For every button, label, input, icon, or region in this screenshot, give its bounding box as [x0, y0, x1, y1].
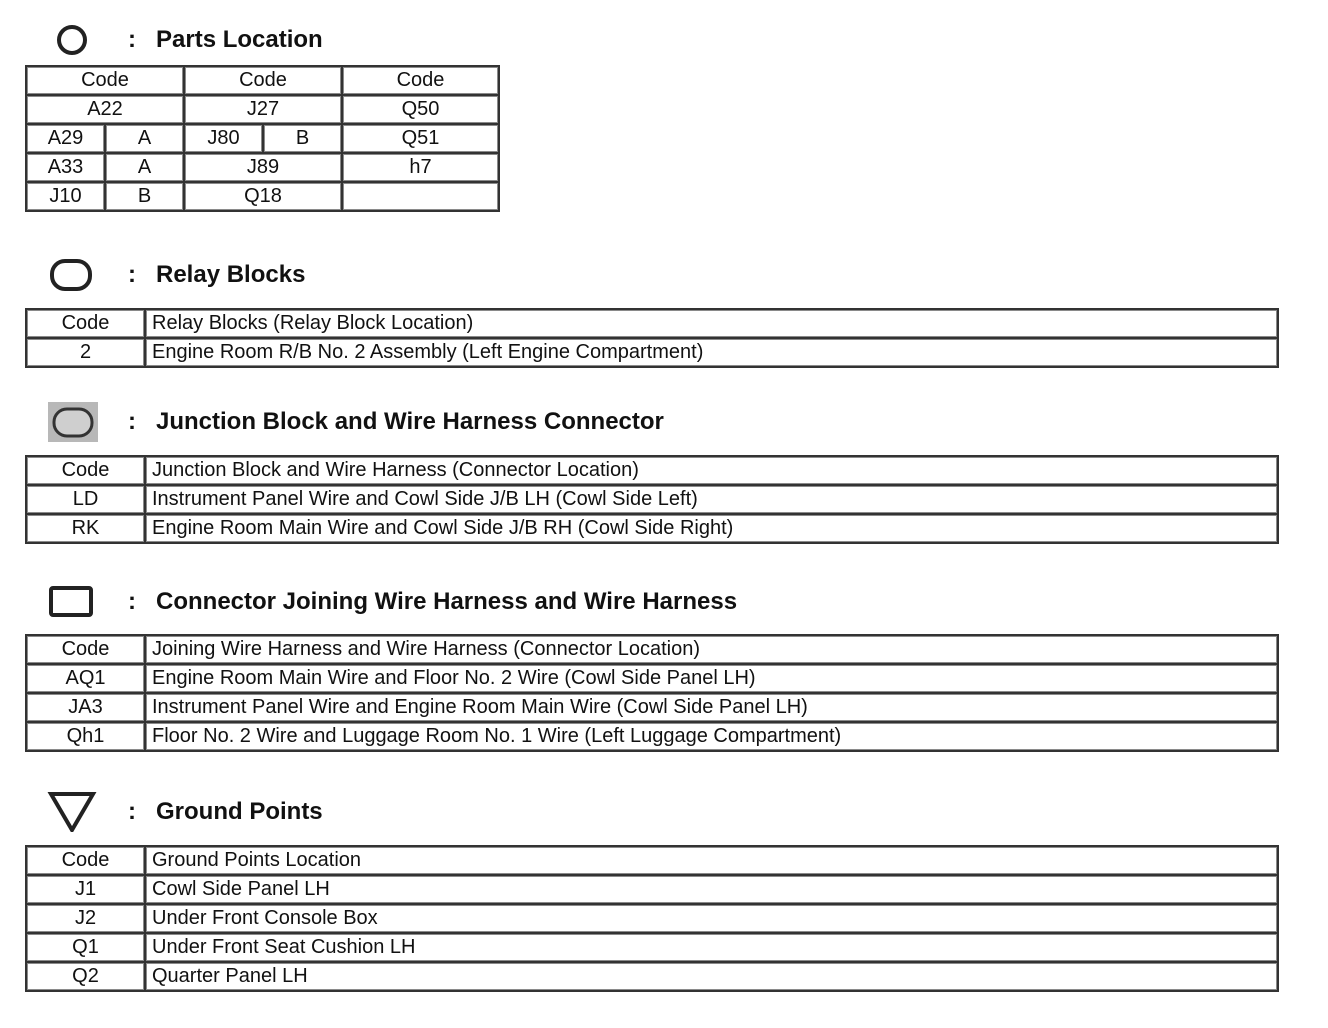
- column-header: Junction Block and Wire Harness (Connector Location): [145, 456, 1278, 485]
- table-cell: Cowl Side Panel LH: [145, 875, 1278, 904]
- table-row: [26, 962, 1278, 991]
- table-cell: Instrument Panel Wire and Cowl Side J/B LH (Cowl Side Left): [145, 485, 1278, 514]
- table-cell: Instrument Panel Wire and Engine Room Main Wire (Cowl Side Panel LH): [145, 693, 1278, 722]
- heading-colon: :: [128, 26, 136, 53]
- column-header: Code: [184, 66, 342, 95]
- ground-points-table: [25, 845, 1279, 992]
- table-cell: Qh1: [26, 722, 145, 751]
- triangle-down-icon: [44, 792, 100, 832]
- table-header-row: [26, 635, 1278, 664]
- section-title: Connector Joining Wire Harness and Wire Harness: [156, 588, 738, 615]
- table-cell: A: [105, 153, 184, 182]
- ground-points-heading: [44, 792, 944, 832]
- table-cell: J89: [184, 153, 342, 182]
- table-cell: JA3: [26, 693, 145, 722]
- table-row: [26, 124, 499, 153]
- section-title: Parts Location: [156, 26, 323, 53]
- table-cell: B: [105, 182, 184, 211]
- table-cell: Engine Room R/B No. 2 Assembly (Left Engine Compartment): [145, 338, 1278, 367]
- table-header-row: [26, 846, 1278, 875]
- table-cell: J80: [184, 124, 263, 153]
- column-header: Code: [342, 66, 499, 95]
- rectangle-icon: [44, 582, 100, 622]
- column-header: Joining Wire Harness and Wire Harness (Connector Location): [145, 635, 1278, 664]
- table-cell: J27: [184, 95, 342, 124]
- heading-colon: :: [128, 798, 136, 825]
- relay-blocks-heading: [44, 255, 944, 295]
- column-header: Code: [26, 309, 145, 338]
- table-cell: A: [105, 124, 184, 153]
- column-header: Ground Points Location: [145, 846, 1278, 875]
- table-cell: LD: [26, 485, 145, 514]
- table-cell: Floor No. 2 Wire and Luggage Room No. 1 Wire (Left Luggage Compartment): [145, 722, 1278, 751]
- table-cell: Q50: [342, 95, 499, 124]
- connector-joining-table: [25, 634, 1279, 752]
- table-row: [26, 485, 1278, 514]
- table-cell: Q1: [26, 933, 145, 962]
- table-cell: Quarter Panel LH: [145, 962, 1278, 991]
- junction-block-table: [25, 455, 1279, 544]
- table-cell: h7: [342, 153, 499, 182]
- table-cell: Under Front Seat Cushion LH: [145, 933, 1278, 962]
- relay-blocks-table: [25, 308, 1279, 368]
- table-cell: Under Front Console Box: [145, 904, 1278, 933]
- table-cell: AQ1: [26, 664, 145, 693]
- rounded-oval-icon: [44, 255, 100, 295]
- heading-colon: :: [128, 261, 136, 288]
- table-row: [26, 514, 1278, 543]
- heading-colon: :: [128, 408, 136, 435]
- table-row: [26, 933, 1278, 962]
- table-cell: J1: [26, 875, 145, 904]
- table-row: [26, 182, 499, 211]
- table-cell: A29: [26, 124, 105, 153]
- junction-block-heading: [44, 402, 944, 442]
- parts-location-table: [25, 65, 500, 212]
- table-cell: Engine Room Main Wire and Floor No. 2 Wire (Cowl Side Panel LH): [145, 664, 1278, 693]
- table-cell: Engine Room Main Wire and Cowl Side J/B RH (Cowl Side Right): [145, 514, 1278, 543]
- table-row: [26, 693, 1278, 722]
- connector-joining-heading: [44, 582, 944, 622]
- column-header: Code: [26, 456, 145, 485]
- table-header-row: [26, 66, 499, 95]
- table-cell: Q18: [184, 182, 342, 211]
- table-cell: B: [263, 124, 342, 153]
- table-cell: A33: [26, 153, 105, 182]
- table-cell: 2: [26, 338, 145, 367]
- table-row: [26, 875, 1278, 904]
- table-header-row: [26, 456, 1278, 485]
- column-header: Code: [26, 846, 145, 875]
- table-row: [26, 664, 1278, 693]
- shaded-oval-icon: [44, 402, 100, 442]
- table-cell: J2: [26, 904, 145, 933]
- table-row: [26, 338, 1278, 367]
- table-cell: [342, 182, 499, 211]
- table-cell: J10: [26, 182, 105, 211]
- table-cell: Q2: [26, 962, 145, 991]
- column-header: Code: [26, 635, 145, 664]
- section-title: Ground Points: [156, 798, 323, 825]
- table-cell: Q51: [342, 124, 499, 153]
- table-header-row: [26, 309, 1278, 338]
- table-cell: A22: [26, 95, 184, 124]
- column-header: Code: [26, 66, 184, 95]
- circle-icon: [44, 20, 100, 60]
- table-cell: RK: [26, 514, 145, 543]
- section-title: Junction Block and Wire Harness Connector: [156, 408, 664, 435]
- table-row: [26, 95, 499, 124]
- table-row: [26, 904, 1278, 933]
- section-title: Relay Blocks: [156, 261, 306, 288]
- table-row: [26, 722, 1278, 751]
- heading-colon: :: [128, 588, 136, 615]
- parts-location-heading: [44, 20, 944, 60]
- column-header: Relay Blocks (Relay Block Location): [145, 309, 1278, 338]
- table-row: [26, 153, 499, 182]
